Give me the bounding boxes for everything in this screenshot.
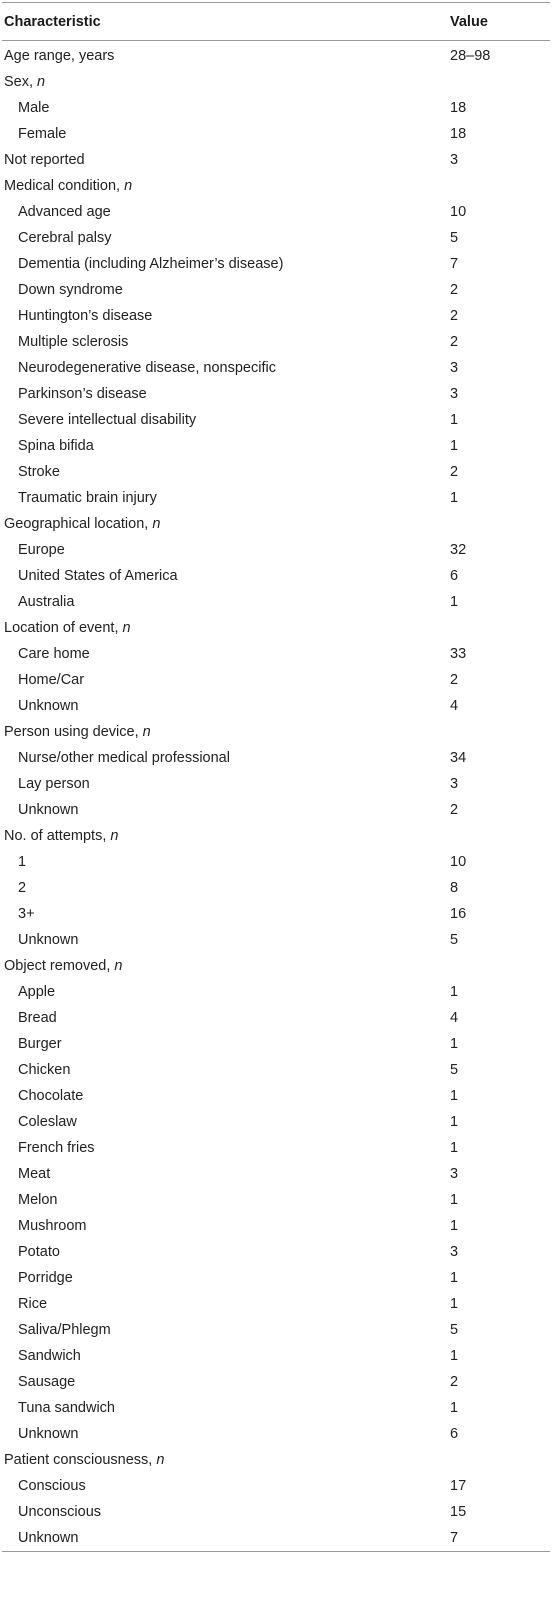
- row-label: Unknown: [18, 1426, 79, 1442]
- table-row: [2, 199, 550, 225]
- row-label: 2: [18, 880, 27, 896]
- row-label: Stroke: [18, 464, 60, 480]
- table-row: [2, 407, 550, 433]
- row-label: Person using device,: [4, 724, 143, 740]
- row-label: Nurse/other medical professional: [18, 750, 230, 766]
- row-label: Patient consciousness,: [4, 1452, 157, 1468]
- row-label: Object removed,: [4, 958, 115, 974]
- row-characteristic: [2, 1452, 450, 1468]
- table-row: [2, 1005, 550, 1031]
- row-value: 10: [450, 854, 467, 870]
- row-characteristic: [2, 724, 450, 740]
- row-characteristic: [2, 568, 450, 584]
- row-characteristic: [2, 1166, 450, 1182]
- row-label: Age range, years: [4, 48, 115, 64]
- table-row: [2, 771, 550, 797]
- table-row: [2, 667, 550, 693]
- header-characteristic: Characteristic: [4, 13, 101, 30]
- row-value: 33: [450, 646, 467, 662]
- row-characteristic: [2, 1010, 450, 1026]
- row-characteristic: [2, 646, 450, 662]
- table-row: [2, 537, 550, 563]
- row-characteristic: [2, 100, 450, 116]
- table-row: [2, 147, 550, 173]
- table-row: [2, 1057, 550, 1083]
- row-label: Medical condition,: [4, 178, 125, 194]
- table-row: [2, 381, 550, 407]
- table-row: [2, 615, 550, 641]
- row-characteristic: [2, 1478, 450, 1494]
- table-row: [2, 1291, 550, 1317]
- row-label: Home/Car: [18, 672, 85, 688]
- row-unit: n: [156, 1452, 165, 1468]
- row-label: Severe intellectual disability: [18, 412, 197, 428]
- row-value: 16: [450, 906, 467, 922]
- row-label: Meat: [18, 1166, 51, 1182]
- row-characteristic: [2, 1530, 450, 1546]
- row-label: Sex,: [4, 74, 38, 90]
- row-characteristic: [2, 386, 450, 402]
- row-characteristic: [2, 308, 450, 324]
- row-value: 3: [450, 360, 459, 376]
- row-unit: n: [114, 958, 123, 974]
- table-bottom-rule: [2, 1551, 550, 1552]
- table-row: [2, 719, 550, 745]
- table-row: [2, 589, 550, 615]
- row-characteristic: [2, 1244, 450, 1260]
- row-label: No. of attempts,: [4, 828, 111, 844]
- row-value: 18: [450, 100, 467, 116]
- row-value: 1: [450, 594, 459, 610]
- row-label: Unknown: [18, 932, 79, 948]
- row-value: 2: [450, 1374, 459, 1390]
- table-row: [2, 927, 550, 953]
- table-row: [2, 1525, 550, 1551]
- row-value: 5: [450, 1322, 459, 1338]
- table-row: [2, 953, 550, 979]
- table-row: [2, 1499, 550, 1525]
- row-characteristic: [2, 48, 450, 64]
- row-label: Apple: [18, 984, 56, 1000]
- row-unit: n: [124, 178, 133, 194]
- row-label: Potato: [18, 1244, 60, 1260]
- row-characteristic: [2, 1192, 450, 1208]
- row-value: 7: [450, 1530, 459, 1546]
- table-row: [2, 485, 550, 511]
- row-label: Lay person: [18, 776, 90, 792]
- row-characteristic: [2, 880, 450, 896]
- row-value: 1: [450, 1114, 459, 1130]
- table-row: [2, 329, 550, 355]
- row-characteristic: [2, 204, 450, 220]
- row-label: Bread: [18, 1010, 57, 1026]
- row-characteristic: [2, 906, 450, 922]
- table-row: [2, 745, 550, 771]
- row-characteristic: [2, 1322, 450, 1338]
- row-characteristic: [2, 1374, 450, 1390]
- row-value: 3: [450, 1244, 459, 1260]
- row-characteristic: [2, 1296, 450, 1312]
- row-value: 3: [450, 776, 459, 792]
- table-row: [2, 1083, 550, 1109]
- row-characteristic: [2, 1426, 450, 1442]
- row-characteristic: [2, 230, 450, 246]
- row-characteristic: [2, 1114, 450, 1130]
- row-value: 32: [450, 542, 467, 558]
- row-label: Europe: [18, 542, 65, 558]
- row-unit: n: [122, 620, 131, 636]
- table-row: [2, 69, 550, 95]
- row-value: 15: [450, 1504, 467, 1520]
- row-label: Coleslaw: [18, 1114, 77, 1130]
- row-value: 6: [450, 1426, 459, 1442]
- row-label: Rice: [18, 1296, 48, 1312]
- row-value: 1: [450, 984, 459, 1000]
- row-characteristic: [2, 1218, 450, 1234]
- row-characteristic: [2, 1088, 450, 1104]
- row-label: Unknown: [18, 802, 79, 818]
- row-value: 1: [450, 1348, 459, 1364]
- table-row: [2, 693, 550, 719]
- row-value: 2: [450, 282, 459, 298]
- table-row: [2, 1447, 550, 1473]
- row-label: Down syndrome: [18, 282, 123, 298]
- row-value: 7: [450, 256, 459, 272]
- row-value: 6: [450, 568, 459, 584]
- row-value: 5: [450, 1062, 459, 1078]
- row-characteristic: [2, 542, 450, 558]
- row-value: 1: [450, 412, 459, 428]
- row-characteristic: [2, 490, 450, 506]
- row-characteristic: [2, 1036, 450, 1052]
- row-value: 10: [450, 204, 467, 220]
- table-row: [2, 459, 550, 485]
- row-label: Multiple sclerosis: [18, 334, 129, 350]
- table-row: [2, 1369, 550, 1395]
- table-row: [2, 1395, 550, 1421]
- row-characteristic: [2, 516, 450, 532]
- row-characteristic: [2, 594, 450, 610]
- table-row: [2, 1343, 550, 1369]
- row-label: Sandwich: [18, 1348, 81, 1364]
- table-row: [2, 1187, 550, 1213]
- row-label: Australia: [18, 594, 75, 610]
- table-body: [2, 41, 550, 1551]
- row-characteristic: [2, 334, 450, 350]
- row-characteristic: [2, 984, 450, 1000]
- row-characteristic: [2, 256, 450, 272]
- row-characteristic: [2, 854, 450, 870]
- row-label: Spina bifida: [18, 438, 94, 454]
- row-label: Burger: [18, 1036, 62, 1052]
- row-label: Unknown: [18, 1530, 79, 1546]
- row-label: Sausage: [18, 1374, 76, 1390]
- row-characteristic: [2, 802, 450, 818]
- row-value: 2: [450, 672, 459, 688]
- table-row: [2, 355, 550, 381]
- table-row: [2, 1473, 550, 1499]
- row-characteristic: [2, 620, 450, 636]
- row-characteristic: [2, 282, 450, 298]
- characteristics-table: [2, 2, 550, 1552]
- row-value: 4: [450, 698, 459, 714]
- table-row: [2, 95, 550, 121]
- row-label: Saliva/Phlegm: [18, 1322, 111, 1338]
- table-row: [2, 43, 550, 69]
- table-row: [2, 433, 550, 459]
- row-label: United States of America: [18, 568, 178, 584]
- row-value: 1: [450, 1400, 459, 1416]
- row-value: 1: [450, 1088, 459, 1104]
- row-value: 5: [450, 932, 459, 948]
- row-value: 8: [450, 880, 459, 896]
- row-characteristic: [2, 1140, 450, 1156]
- row-characteristic: [2, 1348, 450, 1364]
- row-characteristic: [2, 672, 450, 688]
- row-unit: n: [110, 828, 119, 844]
- table-row: [2, 251, 550, 277]
- row-characteristic: [2, 1400, 450, 1416]
- row-label: Mushroom: [18, 1218, 87, 1234]
- row-label: Care home: [18, 646, 90, 662]
- row-label: Location of event,: [4, 620, 123, 636]
- row-characteristic: [2, 828, 450, 844]
- row-value: 2: [450, 802, 459, 818]
- row-label: Traumatic brain injury: [18, 490, 157, 506]
- table-row: [2, 1135, 550, 1161]
- table-row: [2, 823, 550, 849]
- row-label: Unknown: [18, 698, 79, 714]
- table-row: [2, 1109, 550, 1135]
- table-row: [2, 225, 550, 251]
- table-row: [2, 303, 550, 329]
- row-value: 2: [450, 464, 459, 480]
- row-characteristic: [2, 178, 450, 194]
- table-row: [2, 901, 550, 927]
- table-header-row: [2, 3, 550, 40]
- row-label: 3+: [18, 906, 35, 922]
- table-row: [2, 1421, 550, 1447]
- table-row: [2, 849, 550, 875]
- row-label: Neurodegenerative disease, nonspecific: [18, 360, 276, 376]
- row-label: Female: [18, 126, 67, 142]
- row-value: 1: [450, 490, 459, 506]
- row-characteristic: [2, 360, 450, 376]
- row-value: 5: [450, 230, 459, 246]
- row-characteristic: [2, 776, 450, 792]
- row-value: 3: [450, 152, 459, 168]
- table-row: [2, 1317, 550, 1343]
- row-value: 34: [450, 750, 467, 766]
- row-label: Huntington’s disease: [18, 308, 153, 324]
- row-value: 1: [450, 1036, 459, 1052]
- row-value: 1: [450, 438, 459, 454]
- row-characteristic: [2, 412, 450, 428]
- table-row: [2, 1031, 550, 1057]
- row-value: 1: [450, 1296, 459, 1312]
- row-label: Cerebral palsy: [18, 230, 112, 246]
- row-unit: n: [152, 516, 161, 532]
- row-label: Chicken: [18, 1062, 71, 1078]
- row-label: 1: [18, 854, 27, 870]
- row-label: Parkinson’s disease: [18, 386, 147, 402]
- header-value: Value: [450, 13, 488, 30]
- row-label: Dementia (including Alzheimer’s disease): [18, 256, 284, 272]
- table-row: [2, 979, 550, 1005]
- row-characteristic: [2, 750, 450, 766]
- table-row: [2, 875, 550, 901]
- row-value: 1: [450, 1140, 459, 1156]
- row-label: Chocolate: [18, 1088, 84, 1104]
- table-row: [2, 121, 550, 147]
- table-row: [2, 511, 550, 537]
- row-characteristic: [2, 1270, 450, 1286]
- row-value: 4: [450, 1010, 459, 1026]
- row-label: Unconscious: [18, 1504, 102, 1520]
- row-unit: n: [37, 74, 46, 90]
- row-value: 17: [450, 1478, 467, 1494]
- table-row: [2, 797, 550, 823]
- row-characteristic: [2, 1504, 450, 1520]
- row-characteristic: [2, 932, 450, 948]
- row-label: Melon: [18, 1192, 58, 1208]
- table-row: [2, 277, 550, 303]
- row-characteristic: [2, 698, 450, 714]
- table-row: [2, 173, 550, 199]
- table-row: [2, 563, 550, 589]
- row-value: 1: [450, 1192, 459, 1208]
- row-characteristic: [2, 958, 450, 974]
- row-value: 18: [450, 126, 467, 142]
- row-label: Tuna sandwich: [18, 1400, 115, 1416]
- row-label: Not reported: [4, 152, 85, 168]
- row-unit: n: [142, 724, 151, 740]
- table-row: [2, 1213, 550, 1239]
- table-row: [2, 1161, 550, 1187]
- table-row: [2, 641, 550, 667]
- row-value: 1: [450, 1270, 459, 1286]
- row-value: 3: [450, 386, 459, 402]
- row-characteristic: [2, 1062, 450, 1078]
- row-label: French fries: [18, 1140, 95, 1156]
- table-row: [2, 1265, 550, 1291]
- table-row: [2, 1239, 550, 1265]
- row-characteristic: [2, 74, 450, 90]
- row-label: Conscious: [18, 1478, 86, 1494]
- row-value: 2: [450, 308, 459, 324]
- row-characteristic: [2, 438, 450, 454]
- row-characteristic: [2, 152, 450, 168]
- row-value: 28–98: [450, 48, 491, 64]
- row-value: 2: [450, 334, 459, 350]
- row-characteristic: [2, 464, 450, 480]
- row-label: Porridge: [18, 1270, 73, 1286]
- row-value: 3: [450, 1166, 459, 1182]
- row-label: Male: [18, 100, 50, 116]
- row-label: Geographical location,: [4, 516, 153, 532]
- row-value: 1: [450, 1218, 459, 1234]
- row-characteristic: [2, 126, 450, 142]
- row-label: Advanced age: [18, 204, 111, 220]
